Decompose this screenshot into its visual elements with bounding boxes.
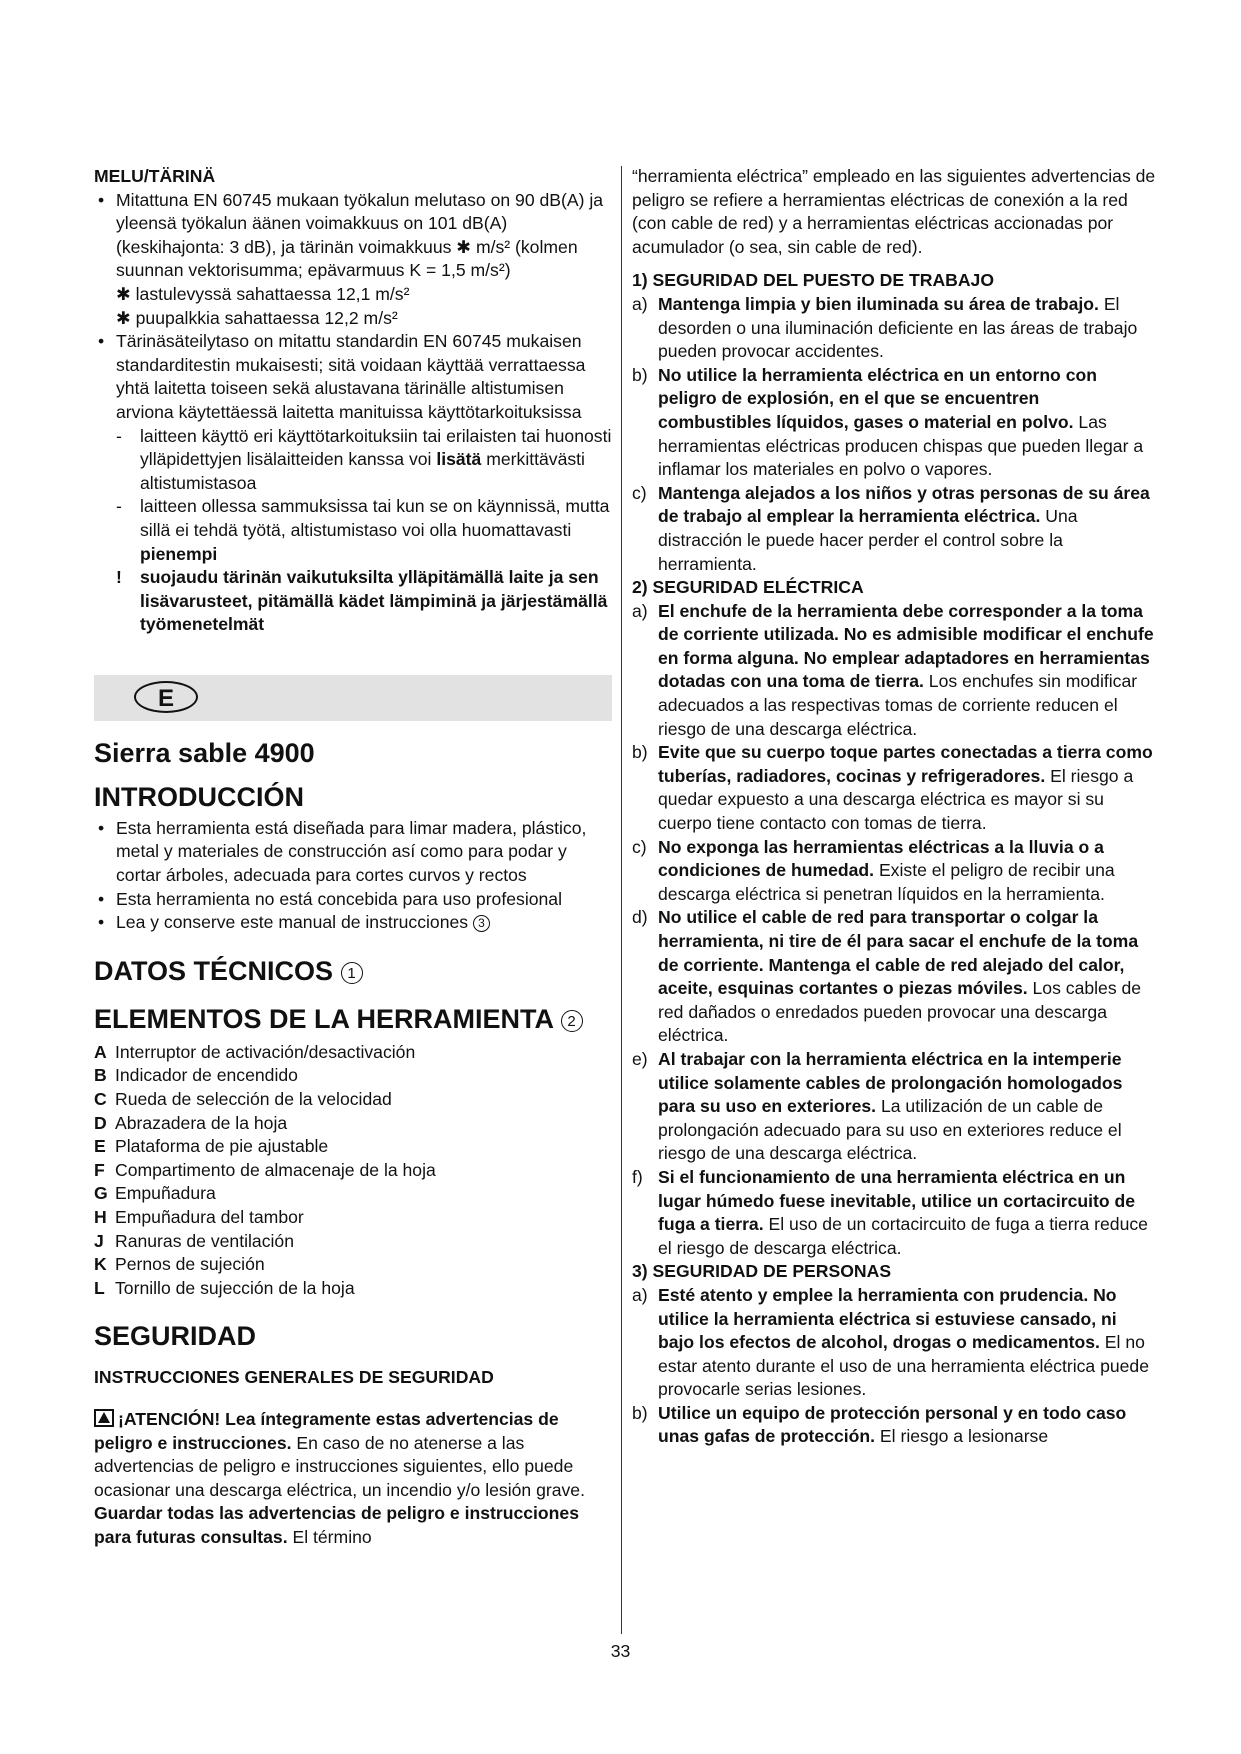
instrucciones-heading: INSTRUCCIONES GENERALES DE SEGURIDAD: [94, 1367, 494, 1388]
safety-item: f) Si el funcionamiento de una herramienta eléctrica en un lugar húmedo fuese inevitable, utilice un cortacircuito de fuga a tierra. El uso de un cortacircuito de fuga a tierra reduce el riesgo de descarga eléctrica.: [632, 1166, 1148, 1258]
page-number: 33: [610, 1641, 631, 1661]
section-3-heading: 3) SEGURIDAD DE PERSONAS: [632, 1261, 892, 1282]
elementos-heading: ELEMENTOS DE LA HERRAMIENTA 2: [94, 1003, 612, 1035]
melu-heading: MELU/TÄRINÄ: [94, 166, 216, 186]
right-column: [632, 165, 1157, 1449]
safety-item: d) No utilice el cable de red para transportar o colgar la herramienta, ni tire de él para sacar el enchufe de la toma de corriente. Mantenga el cable de red alejado del calor, aceite, esquinas cortantes o piezas móviles. Los cables de red dañados o enredados pueden provocar una descarga eléctrica.: [632, 907, 1142, 1046]
part-item: E Plataforma de pie ajustable: [94, 1136, 329, 1157]
intro-paragraph: “herramienta eléctrica” empleado en las siguientes advertencias de peligro se refiere a herramientas eléctricas de conexión a la red (con cable de red) y a herramientas eléctricas accionadas por acumulador (o sea, sin cable de red).: [632, 166, 1156, 257]
part-item: J Ranuras de ventilación: [94, 1230, 294, 1251]
warning-icon: [94, 1409, 114, 1427]
language-badge: E: [134, 681, 198, 713]
parts-list: [94, 1041, 612, 1301]
safety-item: a) El enchufe de la herramienta debe corresponder a la toma de corriente utilizada. No es admisible modificar el enchufe en forma alguna. No emplear adaptadores en herramientas dotadas con una toma de tierra. Los enchufes sin modificar adecuados a las respectivas tomas de corriente reducen el riesgo de una descarga eléctrica.: [632, 600, 1154, 739]
part-item: H Empuñadura del tambor: [94, 1207, 304, 1227]
figure-ref-1: 1: [341, 962, 363, 984]
column-divider: [621, 166, 622, 1634]
melu-star-1: ✱ lastulevyssä sahattaessa 12,1 m/s²: [116, 283, 410, 304]
safety-item: c) No exponga las herramientas eléctricas a la lluvia o a condiciones de humedad. Existe el peligro de recibir una descarga eléctrica si penetran líquidos en la herramienta.: [632, 836, 1115, 904]
melu-warning: ! suojaudu tärinän vaikutuksilta ylläpitämällä laite ja sen lisävarusteet, pitämällä kädet lämpiminä ja järjestämällä työmenetelmät: [116, 567, 608, 635]
part-item: L Tornillo de sujección de la hoja: [94, 1277, 355, 1298]
atencion-paragraph: ¡ATENCIÓN! Lea íntegramente estas advertencias de peligro e instrucciones. En caso de no atenerse a las advertencias de peligro e instrucciones siguientes, ello puede ocasionar una descarga eléctrica, un incendio y/o lesión grave. Guardar todas las advertencias de peligro e instrucciones para futuras consultas. El término: [94, 1408, 585, 1547]
seguridad-heading: SEGURIDAD: [94, 1321, 257, 1352]
melu-dash-2: - laitteen ollessa sammuksissa tai kun se on käynnissä, mutta sillä ei tehdä työtä, altistumistaso voi olla huomattavasti pienempi: [116, 496, 610, 564]
datos-heading: DATOS TÉCNICOS 1: [94, 955, 612, 987]
section-1-heading: 1) SEGURIDAD DEL PUESTO DE TRABAJO: [632, 270, 995, 291]
part-item: K Pernos de sujeción: [94, 1254, 265, 1275]
part-item: B Indicador de encendido: [94, 1065, 298, 1086]
melu-dash-1: - laitteen käyttö eri käyttötarkoituksiin tai erilaisten tai huonosti ylläpidettyjen lisälaitteiden kanssa voi lisätä merkittävästi altistumistasoa: [116, 425, 612, 493]
part-item: A Interruptor de activación/desactivación: [94, 1041, 416, 1062]
safety-item: a) Esté atento y emplee la herramienta con prudencia. No utilice la herramienta eléctrica si estuviese cansado, ni bajo los efectos de alcohol, drogas o medicamentos. El no estar atento durante el uso de una herramienta eléctrica puede provocarle serias lesiones.: [632, 1284, 1149, 1400]
intro-bullet-3: • Lea y conserve este manual de instrucciones 3: [94, 911, 612, 935]
intro-bullet-1: • Esta herramienta está diseñada para limar madera, plástico, metal y materiales de construcción así como para podar y cortar árboles, adecuada para cortes curvos y rectos: [94, 817, 612, 888]
safety-item: b) Utilice un equipo de protección personal y en todo caso unas gafas de protección. El riesgo a lesionarse: [632, 1402, 1127, 1447]
melu-bullet-2: • Tärinäsäteilytaso on mitattu standardin EN 60745 mukaisen standarditestin mukaisesti; sitä voidaan käyttää verrattaessa yhtä laitetta toiseen sekä alustavana tärinälle altistumisen arviona käytettäessä laitetta manituissa käyttötarkoituksissa: [94, 330, 612, 424]
melu-star-2: ✱ puupalkkia sahattaessa 12,2 m/s²: [116, 307, 398, 328]
section-2-heading: 2) SEGURIDAD ELÉCTRICA: [632, 577, 864, 598]
part-item: D Abrazadera de la hoja: [94, 1112, 288, 1133]
part-item: G Empuñadura: [94, 1183, 216, 1204]
language-band: [94, 675, 612, 721]
figure-ref-2: 2: [561, 1010, 583, 1032]
safety-item: b) Evite que su cuerpo toque partes conectadas a tierra como tuberías, radiadores, cocinas y refrigeradores. El riesgo a quedar expuesto a una descarga eléctrica es mayor si su cuerpo tiene contacto con tomas de tierra.: [632, 742, 1153, 834]
intro-heading: INTRODUCCIÓN: [94, 781, 304, 812]
intro-bullet-2: • Esta herramienta no está concebida para uso profesional: [94, 888, 612, 912]
part-item: C Rueda de selección de la velocidad: [94, 1089, 392, 1110]
left-column: [94, 165, 612, 1550]
figure-ref-3: 3: [473, 915, 490, 932]
safety-item: a) Mantenga limpia y bien iluminada su área de trabajo. El desorden o una iluminación deficiente en las áreas de trabajo pueden provocar accidentes.: [632, 293, 1138, 362]
safety-item: c) Mantenga alejados a los niños y otras personas de su área de trabajo al emplear la herramienta eléctrica. Una distracción le puede hacer perder el control sobre la herramienta.: [632, 482, 1150, 574]
melu-bullet-1: • Mitattuna EN 60745 mukaan työkalun melutaso on 90 dB(A) ja yleensä työkalun äänen voimakkuus on 101 dB(A) (keskihajonta: 3 dB), ja tärinän voimakkuus ✱ m/s² (kolmen suunnan vektorisumma; epävarmuus K = 1,5 m/s²): [94, 189, 612, 283]
safety-item: e) Al trabajar con la herramienta eléctrica en la intemperie utilice solamente cables de prolongación homologados para su uso en exteriores. La utilización de un cable de prolongación adecuado para su uso en exteriores reduce el riesgo de una descarga eléctrica.: [632, 1048, 1123, 1164]
safety-item: b) No utilice la herramienta eléctrica en un entorno con peligro de explosión, en el que se encuentren combustibles líquidos, gases o material en polvo. Las herramientas eléctricas producen chispas que pueden llegar a inflamar los materiales en polvo o vapores.: [632, 364, 1144, 480]
product-title: Sierra sable 4900: [94, 737, 315, 768]
part-item: F Compartimento de almacenaje de la hoja: [94, 1159, 436, 1180]
